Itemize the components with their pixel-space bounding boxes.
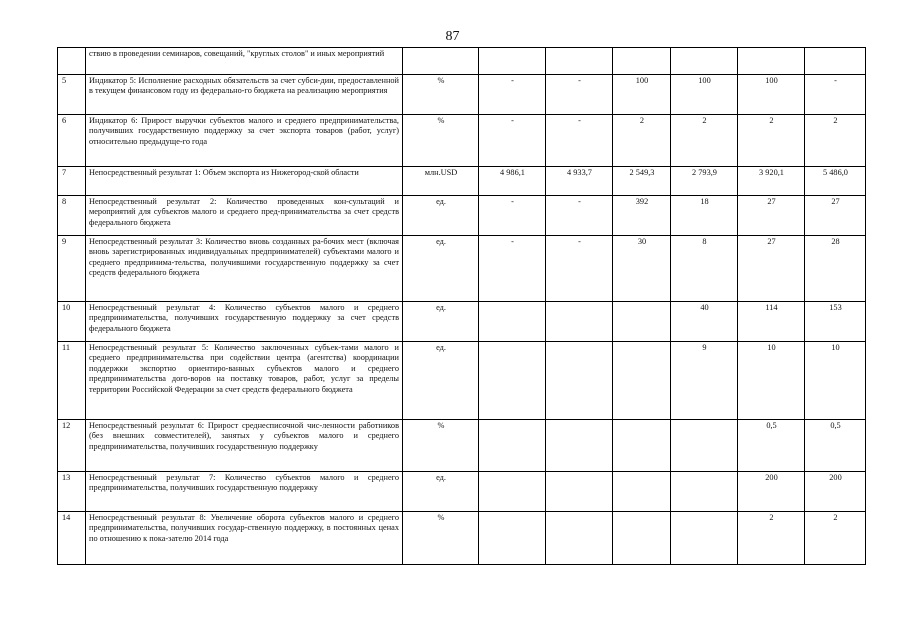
value-cell: 100 (671, 75, 738, 115)
row-number (58, 48, 86, 75)
row-number: 8 (58, 196, 86, 236)
value-cell: - (546, 196, 613, 236)
row-description: Непосредственный результат 7: Количество субъектов малого и среднего предпринимательства, получивших государственную поддержку (86, 472, 403, 512)
row-unit: ед. (403, 342, 479, 420)
value-cell (671, 420, 738, 472)
table-row (58, 512, 866, 565)
value-cell: 2 (613, 115, 671, 167)
value-cell (613, 302, 671, 342)
value-cell: 27 (738, 236, 805, 302)
value-cell: 153 (805, 302, 866, 342)
value-cell: 18 (671, 196, 738, 236)
value-cell: 8 (671, 236, 738, 302)
value-cell: 4 933,7 (546, 167, 613, 196)
value-cell: - (479, 115, 546, 167)
value-cell: 4 986,1 (479, 167, 546, 196)
value-cell: - (479, 236, 546, 302)
row-description: Непосредственный результат 1: Объем экспорта из Нижегород-ской области (86, 167, 403, 196)
indicators-table (57, 47, 866, 565)
row-unit: ед. (403, 236, 479, 302)
value-cell: 30 (613, 236, 671, 302)
value-cell: 10 (805, 342, 866, 420)
value-cell: 28 (805, 236, 866, 302)
value-cell: 2 549,3 (613, 167, 671, 196)
value-cell (546, 420, 613, 472)
table-body (58, 48, 866, 565)
table-row (58, 196, 866, 236)
value-cell: 2 (738, 512, 805, 565)
row-number: 13 (58, 472, 86, 512)
table-row (58, 115, 866, 167)
value-cell: 0,5 (738, 420, 805, 472)
table-row (58, 48, 866, 75)
value-cell: 2 (805, 512, 866, 565)
value-cell (805, 48, 866, 75)
value-cell (613, 472, 671, 512)
row-description: Непосредственный результат 2: Количество проведенных кон-сультаций и мероприятий для субъектов малого и среднего пред-принимательства за счет средств федерального бюджета (86, 196, 403, 236)
table-row (58, 167, 866, 196)
value-cell: 2 (738, 115, 805, 167)
value-cell: 2 (671, 115, 738, 167)
value-cell: 392 (613, 196, 671, 236)
row-unit: ед. (403, 302, 479, 342)
table-row (58, 472, 866, 512)
value-cell: 3 920,1 (738, 167, 805, 196)
value-cell (613, 48, 671, 75)
value-cell (546, 512, 613, 565)
row-unit: ед. (403, 196, 479, 236)
row-description: Непосредственный результат 4: Количество субъектов малого и среднего предпринимательства, получивших государственную поддержку за счет средств федерального бюджета (86, 302, 403, 342)
row-number: 5 (58, 75, 86, 115)
value-cell: - (479, 196, 546, 236)
value-cell: - (546, 115, 613, 167)
value-cell: 100 (613, 75, 671, 115)
row-unit (403, 48, 479, 75)
value-cell: 9 (671, 342, 738, 420)
value-cell: 10 (738, 342, 805, 420)
row-description: Индикатор 5: Исполнение расходных обязательств за счет субси-дии, предоставленной в текущем финансовом году из федерально-го бюджета на реализацию мероприятия (86, 75, 403, 115)
table-row (58, 420, 866, 472)
row-description: Индикатор 6: Прирост выручки субъектов малого и среднего предпринимательства, получивших государственную поддержку за счет экспорта товаров (работ, услуг) относительно предыдуще-го года (86, 115, 403, 167)
value-cell (613, 512, 671, 565)
value-cell (479, 48, 546, 75)
value-cell: 27 (738, 196, 805, 236)
value-cell (479, 302, 546, 342)
row-description: Непосредственный результат 3: Количество вновь созданных ра-бочих мест (включая вновь зарегистрированных индивидуальных предпринимателей) субъектами малого и среднего предпринима-тельства, получившими государственную поддержку за счет средств федерального бюджета (86, 236, 403, 302)
row-number: 9 (58, 236, 86, 302)
table-row (58, 302, 866, 342)
row-number: 11 (58, 342, 86, 420)
row-number: 7 (58, 167, 86, 196)
value-cell: 0,5 (805, 420, 866, 472)
value-cell (613, 342, 671, 420)
page-number: 87 (445, 29, 460, 44)
row-number: 10 (58, 302, 86, 342)
row-number: 12 (58, 420, 86, 472)
value-cell (671, 472, 738, 512)
value-cell (546, 302, 613, 342)
value-cell (479, 512, 546, 565)
row-number: 6 (58, 115, 86, 167)
value-cell: - (805, 75, 866, 115)
row-unit: % (403, 512, 479, 565)
value-cell: 27 (805, 196, 866, 236)
value-cell: - (479, 75, 546, 115)
row-description: Непосредственный результат 6: Прирост среднесписочной чис-ленности работников (без внешних совместителей), занятых у субъектов малого и среднего предпринимательства, получивших государственную поддержку (86, 420, 403, 472)
row-unit: % (403, 420, 479, 472)
value-cell: 40 (671, 302, 738, 342)
row-number: 14 (58, 512, 86, 565)
value-cell (671, 512, 738, 565)
value-cell (479, 342, 546, 420)
value-cell: - (546, 236, 613, 302)
value-cell: 100 (738, 75, 805, 115)
value-cell (546, 48, 613, 75)
row-description: Непосредственный результат 5: Количество заключенных субъек-тами малого и среднего предпринимательства при содействии центра (агентства) координации поддержки экспортно ориентиро-ванных субъектов малого и среднего предпринимательства дого-воров на поставку товаров, работ, услуг за пределы территории Российской Федерации за счет средств федерального бюджета (86, 342, 403, 420)
value-cell (671, 48, 738, 75)
row-unit: ед. (403, 472, 479, 512)
value-cell (546, 472, 613, 512)
row-description: Непосредственный результат 8: Увеличение оборота субъектов малого и среднего предпринимательства, получивших государ-ственную поддержку, в постоянных ценах по отношению к пока-зателю 2014 года (86, 512, 403, 565)
row-unit: % (403, 75, 479, 115)
value-cell (546, 342, 613, 420)
table-row (58, 342, 866, 420)
row-unit: млн.USD (403, 167, 479, 196)
value-cell: 200 (738, 472, 805, 512)
row-unit: % (403, 115, 479, 167)
value-cell: 2 (805, 115, 866, 167)
table-row (58, 75, 866, 115)
value-cell (479, 420, 546, 472)
value-cell: 200 (805, 472, 866, 512)
value-cell: 114 (738, 302, 805, 342)
value-cell (613, 420, 671, 472)
table-row (58, 236, 866, 302)
value-cell: - (546, 75, 613, 115)
value-cell: 2 793,9 (671, 167, 738, 196)
value-cell (479, 472, 546, 512)
value-cell: 5 486,0 (805, 167, 866, 196)
row-description: ствию в проведении семинаров, совещаний, "круглых столов" и иных мероприятий (86, 48, 403, 75)
value-cell (738, 48, 805, 75)
